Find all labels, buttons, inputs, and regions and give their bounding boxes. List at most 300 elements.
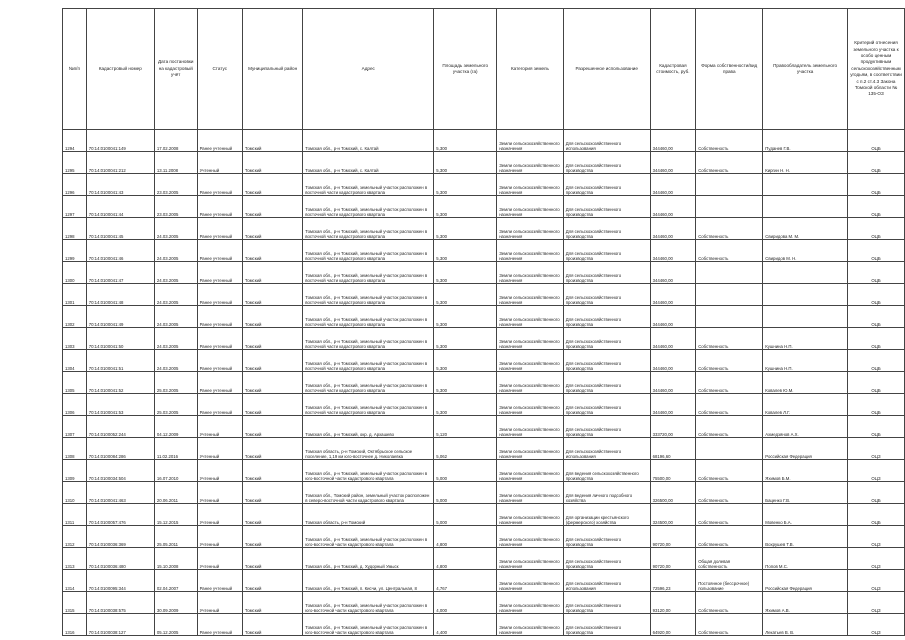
table-cell: Российская Федерация — [763, 570, 848, 592]
table-cell: Томский — [242, 372, 302, 394]
table-cell: 344460,00 — [650, 174, 696, 196]
table-cell: ОЦБ — [847, 196, 904, 218]
column-header: №п/п — [63, 9, 87, 130]
table-cell: 70:14:0100041:149 — [86, 130, 154, 152]
table-cell: Собственность — [696, 526, 763, 548]
column-header: Правообладатель земельного участка — [763, 9, 848, 130]
table-cell: Томская обл., р-н Томский, окр. д. Архашево — [303, 416, 434, 438]
table-cell: Томская обл., р-н Томский, земельный участок расположен в восточной части кадастрового квартала — [303, 196, 434, 218]
table-cell: 93120,00 — [650, 592, 696, 614]
table-cell: Земли сельскохозяйственного назначения — [497, 394, 564, 416]
table-cell: Мовенко Б.А. — [763, 504, 848, 526]
table-row — [63, 328, 905, 350]
table-cell: ОЦЗ — [847, 460, 904, 482]
table-cell: 344460,00 — [650, 328, 696, 350]
table-cell: Общая долевая собственность — [696, 548, 763, 570]
table-cell: Вохрушев Т.В. — [763, 526, 848, 548]
table-row — [63, 526, 905, 548]
table-cell: 5,300 — [434, 284, 497, 306]
column-header: Форма собственности/вид права — [696, 9, 763, 130]
table-row — [63, 570, 905, 592]
table-cell: 1297 — [63, 196, 87, 218]
table-cell: Собственность — [696, 328, 763, 350]
table-row — [63, 394, 905, 416]
table-cell: Для сельскохозяйственного производства — [563, 328, 650, 350]
column-header: Адрес — [303, 9, 434, 130]
table-cell: Томский — [242, 174, 302, 196]
table-cell: 1306 — [63, 394, 87, 416]
table-cell — [696, 306, 763, 328]
table-row — [63, 350, 905, 372]
table-cell: 90720,00 — [650, 526, 696, 548]
table-cell: Для сельскохозяйственного производства — [563, 526, 650, 548]
table-cell: 4,000 — [434, 592, 497, 614]
table-cell: Собственность — [696, 416, 763, 438]
table-cell: Учтенный — [197, 460, 242, 482]
table-cell: 1300 — [63, 262, 87, 284]
table-cell: 25.03.2005 — [154, 372, 197, 394]
table-cell: Томская обл., р-н Томский, земельный участок расположен в восточной части кадастрового квартала — [303, 372, 434, 394]
table-cell: 1303 — [63, 328, 87, 350]
table-cell: 70:14:0100052:244 — [86, 416, 154, 438]
table-cell: Учтенный — [197, 548, 242, 570]
table-cell: 90720,00 — [650, 548, 696, 570]
table-cell: 5,300 — [434, 240, 497, 262]
table-cell: Томский — [242, 306, 302, 328]
table-cell: ОЦБ — [847, 416, 904, 438]
table-cell: Томская обл., р-н Томский, земельный участок расположен в восточной части кадастрового квартала — [303, 306, 434, 328]
table-row — [63, 240, 905, 262]
table-cell: Попов М.С. — [763, 548, 848, 570]
table-cell: 70:14:0100041:51 — [86, 350, 154, 372]
table-cell: Земли сельскохозяйственного назначения — [497, 372, 564, 394]
table-cell: Земли сельскохозяйственного назначения — [497, 306, 564, 328]
table-cell: 24.03.2005 — [154, 262, 197, 284]
table-cell: ОЦБ — [847, 174, 904, 196]
table-cell: 02.04.2007 — [154, 570, 197, 592]
table-row — [63, 438, 905, 460]
table-cell: Собственность — [696, 460, 763, 482]
column-header: Разрешенное использование — [563, 9, 650, 130]
table-cell: Ранее учтенный — [197, 284, 242, 306]
table-cell: 23.03.2005 — [154, 174, 197, 196]
table-cell: 24.03.2005 — [154, 306, 197, 328]
table-cell: 13.11.2008 — [154, 152, 197, 174]
table-cell: ОЦЗ — [847, 548, 904, 570]
table-row — [63, 196, 905, 218]
table-cell: Томская обл., р-н Томский, с. Калтай — [303, 130, 434, 152]
table-cell: 1312 — [63, 526, 87, 548]
table-row — [63, 306, 905, 328]
table-cell: 70:14:0100041:49 — [86, 306, 154, 328]
table-cell: Ковалев Ю.М. — [763, 372, 848, 394]
table-cell: 25.03.2005 — [154, 394, 197, 416]
column-header: Муниципальный район — [242, 9, 302, 130]
table-cell: Томский — [242, 504, 302, 526]
table-cell: Учтенный — [197, 152, 242, 174]
table-cell: Томская обл., р-н Томский, земельный участок расположен в юго-восточной части кадастрового квартала — [303, 592, 434, 614]
table-cell — [696, 284, 763, 306]
table-cell: Учтенный — [197, 438, 242, 460]
table-cell: 4,400 — [434, 614, 497, 636]
table-cell: Земли сельскохозяйственного назначения — [497, 350, 564, 372]
table-cell: Для сельскохозяйственного использования — [563, 570, 650, 592]
table-cell: Ранее учтенный — [197, 306, 242, 328]
table-cell: 70:14:0100041:47 — [86, 262, 154, 284]
table-cell: 5,120 — [434, 416, 497, 438]
table-cell: Томский — [242, 614, 302, 636]
table-cell: Ранее учтенный — [197, 570, 242, 592]
table-cell: Томский — [242, 218, 302, 240]
table-cell: ОЦБ — [847, 482, 904, 504]
table-cell: Земли сельскохозяйственного назначения — [497, 152, 564, 174]
table-cell: Яхимов Б.М. — [763, 460, 848, 482]
table-cell: Томский — [242, 196, 302, 218]
table-cell: 1310 — [63, 482, 87, 504]
table-cell: Учтенный — [197, 504, 242, 526]
table-cell: Земли сельскохозяйственного назначения — [497, 614, 564, 636]
table-cell: 5,000 — [434, 504, 497, 526]
table-cell: Томская обл., р-н Томский, земельный участок расположен в восточной части кадастрового квартала — [303, 240, 434, 262]
table-cell: Томский — [242, 416, 302, 438]
table-cell: 70:14:0100041:44 — [86, 196, 154, 218]
table-cell: Ковалев Л.Г. — [763, 394, 848, 416]
table-cell: Ранее учтенный — [197, 372, 242, 394]
table-cell: 4,767 — [434, 570, 497, 592]
table-cell: Томская обл., р-н Томский, земельный участок расположен в юго-восточной части кадастрового квартала — [303, 614, 434, 636]
table-cell: Томская область, р-н Томский — [303, 504, 434, 526]
table-cell: ОЦБ — [847, 130, 904, 152]
table-cell: 5,062 — [434, 438, 497, 460]
table-cell: Томский — [242, 438, 302, 460]
table-cell: 70:14:0100038:575 — [86, 592, 154, 614]
table-cell: Российская Федерация — [763, 438, 848, 460]
table-cell: 1309 — [63, 460, 87, 482]
table-cell: Земли сельскохозяйственного назначения — [497, 504, 564, 526]
table-cell: Томская обл., р-н Томский, п. Кисчи, ул. Центральная, 8 — [303, 570, 434, 592]
table-cell: Земли сельскохозяйственного назначения — [497, 218, 564, 240]
table-cell: 70:14:0100041:46 — [86, 240, 154, 262]
table-cell: 5,300 — [434, 174, 497, 196]
table-cell: Ранее учтенный — [197, 196, 242, 218]
table-cell: 333720,00 — [650, 416, 696, 438]
table-cell: 326500,00 — [650, 482, 696, 504]
column-header: Категория земель — [497, 9, 564, 130]
table-cell: Для сельскохозяйственного производства — [563, 174, 650, 196]
table-cell: Собственность — [696, 130, 763, 152]
table-cell: 68196,60 — [650, 438, 696, 460]
table-cell — [696, 262, 763, 284]
table-cell: Ранее учтенный — [197, 350, 242, 372]
table-cell: Земли сельскохозяйственного назначения — [497, 526, 564, 548]
table-cell: 1302 — [63, 306, 87, 328]
table-cell: Земли сельскохозяйственного назначения — [497, 284, 564, 306]
table-cell: 344460,00 — [650, 196, 696, 218]
table-cell: 70:14:0100038:127 — [86, 614, 154, 636]
table-cell: Томский — [242, 152, 302, 174]
table-cell: Томская обл., р-н Томский, земельный участок расположен в восточной части кадастрового квартала — [303, 350, 434, 372]
table-cell: Собственность — [696, 614, 763, 636]
table-cell: 64920,00 — [650, 614, 696, 636]
table-cell: 344460,00 — [650, 350, 696, 372]
table-cell: ОЦБ — [847, 284, 904, 306]
table-cell: Для сельскохозяйственного производства — [563, 196, 650, 218]
table-row — [63, 284, 905, 306]
table-cell: 70:14:0100041:43 — [86, 174, 154, 196]
table-cell: 5,300 — [434, 350, 497, 372]
table-cell: 70:14:0100036:369 — [86, 526, 154, 548]
table-cell: Томская обл., р-н Томский, д. Худорный Умыск — [303, 548, 434, 570]
table-row — [63, 592, 905, 614]
table-cell: 11.02.2016 — [154, 438, 197, 460]
table-cell: Томский — [242, 262, 302, 284]
table-cell: 344460,00 — [650, 306, 696, 328]
table-cell — [763, 196, 848, 218]
table-cell: Учтенный — [197, 416, 242, 438]
table-cell: Кушнина Н.П. — [763, 350, 848, 372]
table-cell: Ранее учтенный — [197, 328, 242, 350]
table-cell: 24.03.2005 — [154, 240, 197, 262]
table-cell: Для ведения сельскохозяйственного производства — [563, 460, 650, 482]
table-cell: 70:14:0100041:50 — [86, 328, 154, 350]
table-cell: 70:14:0100041:45 — [86, 218, 154, 240]
table-cell: Для сельскохозяйственного производства — [563, 394, 650, 416]
table-cell: 1315 — [63, 592, 87, 614]
column-header: Статус — [197, 9, 242, 130]
table-cell: ОЦБ — [847, 262, 904, 284]
table-cell: Томская обл., р-н Томский, земельный участок расположен в восточной части кадастрового квартала — [303, 394, 434, 416]
table-cell: Земли сельскохозяйственного назначения — [497, 570, 564, 592]
table-cell: Для сельскохозяйственного производства — [563, 614, 650, 636]
table-cell: 344460,00 — [650, 394, 696, 416]
table-cell: Ранее учтенный — [197, 614, 242, 636]
table-cell: 1296 — [63, 174, 87, 196]
table-cell: Томская обл., Томский район, земельный участок расположен в северо-восточной части кадастрового квартала — [303, 482, 434, 504]
table-cell — [763, 174, 848, 196]
table-cell: Учтенный — [197, 592, 242, 614]
table-cell: 5,300 — [434, 328, 497, 350]
header-row — [63, 9, 905, 130]
table-cell: Томская обл., р-н Томский, с. Калтай — [303, 152, 434, 174]
table-cell: 70:14:0100041:48 — [86, 284, 154, 306]
table-cell: Земли сельскохозяйственного назначения — [497, 482, 564, 504]
table-cell: Томский — [242, 592, 302, 614]
table-cell: Свиридова М. М. — [763, 218, 848, 240]
table-cell: ОЦБ — [847, 372, 904, 394]
table-cell: ОЦЗ — [847, 438, 904, 460]
table-cell: 70:14:0100041:463 — [86, 482, 154, 504]
table-cell: Баценко Г.В. — [763, 482, 848, 504]
table-cell: 70:14:0100034:504 — [86, 460, 154, 482]
table-cell: Земли сельскохозяйственного назначения — [497, 438, 564, 460]
table-cell: Томский — [242, 240, 302, 262]
table-cell: 5,300 — [434, 394, 497, 416]
land-registry-table — [62, 8, 905, 636]
table-row — [63, 460, 905, 482]
table-cell: Для организации крестьянского (фермерского) хозяйства — [563, 504, 650, 526]
column-header: Кадастровый номер — [86, 9, 154, 130]
table-cell: 5,300 — [434, 196, 497, 218]
table-cell: Томский — [242, 526, 302, 548]
table-cell — [763, 284, 848, 306]
table-cell: ОЦБ — [847, 328, 904, 350]
table-cell: 24.03.2005 — [154, 328, 197, 350]
column-header: Кадастровая стоимость, руб. — [650, 9, 696, 130]
table-cell — [763, 262, 848, 284]
table-cell: 70:14:0100041:212 — [86, 152, 154, 174]
table-cell: Кушнина Н.П. — [763, 328, 848, 350]
table-cell: Собственность — [696, 372, 763, 394]
table-cell: Собственность — [696, 350, 763, 372]
table-cell: Для сельскохозяйственного производства — [563, 306, 650, 328]
table-cell: Томский — [242, 328, 302, 350]
table-cell: Земли сельскохозяйственного назначения — [497, 196, 564, 218]
table-cell: Ранее учтенный — [197, 218, 242, 240]
table-cell: 30.09.2009 — [154, 592, 197, 614]
table-cell: Томский — [242, 394, 302, 416]
table-cell: 17.02.2008 — [154, 130, 197, 152]
table-cell: Собственность — [696, 482, 763, 504]
table-cell: 24.03.2005 — [154, 350, 197, 372]
table-cell: Ранее учтенный — [197, 262, 242, 284]
table-cell: Свиридов М. Н. — [763, 240, 848, 262]
table-cell: Земли сельскохозяйственного назначения — [497, 174, 564, 196]
table-cell: 5,000 — [434, 460, 497, 482]
table-row — [63, 482, 905, 504]
table-cell: Томский — [242, 482, 302, 504]
table-cell: Для сельскохозяйственного производства — [563, 416, 650, 438]
table-cell: 5,300 — [434, 372, 497, 394]
table-cell: 5,000 — [434, 482, 497, 504]
table-cell: 5,300 — [434, 306, 497, 328]
table-cell: ОЦЗ — [847, 592, 904, 614]
table-row — [63, 504, 905, 526]
table-cell: Яхимов А.В. — [763, 592, 848, 614]
table-cell: ОЦЗ — [847, 570, 904, 592]
table-cell: 1301 — [63, 284, 87, 306]
table-cell: Для сельскохозяйственного производства — [563, 284, 650, 306]
table-cell: 20.06.2011 — [154, 482, 197, 504]
table-cell: Ранее учтенный — [197, 240, 242, 262]
table-cell: Ахмедзянов А.Х. — [763, 416, 848, 438]
table-cell: 5,300 — [434, 218, 497, 240]
table-cell: 344460,00 — [650, 240, 696, 262]
table-cell: 1316 — [63, 614, 87, 636]
table-cell: Для сельскохозяйственного производства — [563, 152, 650, 174]
table-cell: 1313 — [63, 548, 87, 570]
table-cell: Ранее учтенный — [197, 174, 242, 196]
table-cell: Томский — [242, 130, 302, 152]
table-cell: Для сельскохозяйственного производства — [563, 240, 650, 262]
table-cell: Киргин Н. Н. — [763, 152, 848, 174]
table-cell: 24.03.2005 — [154, 284, 197, 306]
table-cell: 324500,00 — [650, 504, 696, 526]
table-cell — [763, 306, 848, 328]
table-cell: Томский — [242, 284, 302, 306]
table-cell: 70:14:0100057:476 — [86, 504, 154, 526]
column-header: Критерий отнесения земельного участка к особо ценным продуктивным сельскохозяйственным угодьям, в соответствии с п.2 ст.4.3 Закона Томской области № 135-ОЗ — [847, 9, 904, 130]
table-cell: 70:14:0100036:480 — [86, 548, 154, 570]
table-cell: Собственность — [696, 152, 763, 174]
table-cell: 1304 — [63, 350, 87, 372]
table-cell: 05.12.2005 — [154, 614, 197, 636]
table-cell: Собственность — [696, 592, 763, 614]
table-cell: Для сельскохозяйственного использования — [563, 130, 650, 152]
table-body — [63, 130, 905, 636]
table-cell: Томская обл., р-н Томский, земельный участок расположен в восточной части кадастрового квартала — [303, 174, 434, 196]
table-row — [63, 614, 905, 636]
table-cell: Для сельскохозяйственного производства — [563, 262, 650, 284]
table-cell: 344460,00 — [650, 218, 696, 240]
table-cell: 15.12.2015 — [154, 504, 197, 526]
table-cell: 15.10.2008 — [154, 548, 197, 570]
table-cell: Земли сельскохозяйственного назначения — [497, 262, 564, 284]
table-cell: 344460,00 — [650, 284, 696, 306]
table-cell: Томская обл., р-н Томский, земельный участок расположен в восточной части кадастрового квартала — [303, 328, 434, 350]
table-row — [63, 548, 905, 570]
table-cell: 1295 — [63, 152, 87, 174]
table-row — [63, 218, 905, 240]
table-cell: Земли сельскохозяйственного назначения — [497, 416, 564, 438]
table-cell — [696, 438, 763, 460]
table-cell: ОЦБ — [847, 240, 904, 262]
table-cell: 24.03.2005 — [154, 218, 197, 240]
table-cell: Томская обл., р-н Томский, земельный участок расположен в восточной части кадастрового квартала — [303, 218, 434, 240]
table-cell: 1298 — [63, 218, 87, 240]
table-cell: 72596,23 — [650, 570, 696, 592]
table-cell: Томский — [242, 460, 302, 482]
table-cell: Земли сельскохозяйственного назначения — [497, 240, 564, 262]
table-cell: Для сельскохозяйственного использования — [563, 438, 650, 460]
table-cell: ОЦБ — [847, 306, 904, 328]
table-cell: 04.12.2009 — [154, 416, 197, 438]
table-cell: Земли сельскохозяйственного назначения — [497, 130, 564, 152]
table-cell — [696, 174, 763, 196]
table-cell: Собственность — [696, 394, 763, 416]
table-cell: ОЦБ — [847, 350, 904, 372]
column-header: Площадь земельного участка (га) — [434, 9, 497, 130]
table-cell: 70:14:0100095:344 — [86, 570, 154, 592]
table-cell: Собственность — [696, 240, 763, 262]
table-cell: Для сельскохозяйственного производства — [563, 218, 650, 240]
table-cell: Для сельскохозяйственного производства — [563, 592, 650, 614]
table-cell: 23.03.2005 — [154, 196, 197, 218]
table-cell — [696, 196, 763, 218]
table-cell: ОЦБ — [847, 394, 904, 416]
table-cell: ОЦЗ — [847, 526, 904, 548]
table-row — [63, 130, 905, 152]
table-cell: 70:14:0100041:53 — [86, 394, 154, 416]
table-cell: Томский — [242, 548, 302, 570]
table-row — [63, 152, 905, 174]
table-cell: 1308 — [63, 438, 87, 460]
table-cell: Собственность — [696, 218, 763, 240]
table-cell: ОЦБ — [847, 152, 904, 174]
table-cell: Постоянное (бессрочное) пользование — [696, 570, 763, 592]
table-cell: Земли сельскохозяйственного назначения — [497, 328, 564, 350]
table-cell: Для сельскохозяйственного производства — [563, 372, 650, 394]
table-cell: Ранее учтенный — [197, 394, 242, 416]
table-cell: Земли сельскохозяйственного назначения — [497, 592, 564, 614]
table-cell: Лекатьев В. В. — [763, 614, 848, 636]
table-cell: 344460,00 — [650, 262, 696, 284]
table-cell: 344460,00 — [650, 130, 696, 152]
table-cell: Томская обл., р-н Томский, земельный участок расположен в юго-восточной части кадастрового квартала — [303, 526, 434, 548]
table-cell: ОЦЗ — [847, 614, 904, 636]
table-cell: Ранее учтенный — [197, 130, 242, 152]
table-cell: 1311 — [63, 504, 87, 526]
table-cell: Учтенный — [197, 482, 242, 504]
